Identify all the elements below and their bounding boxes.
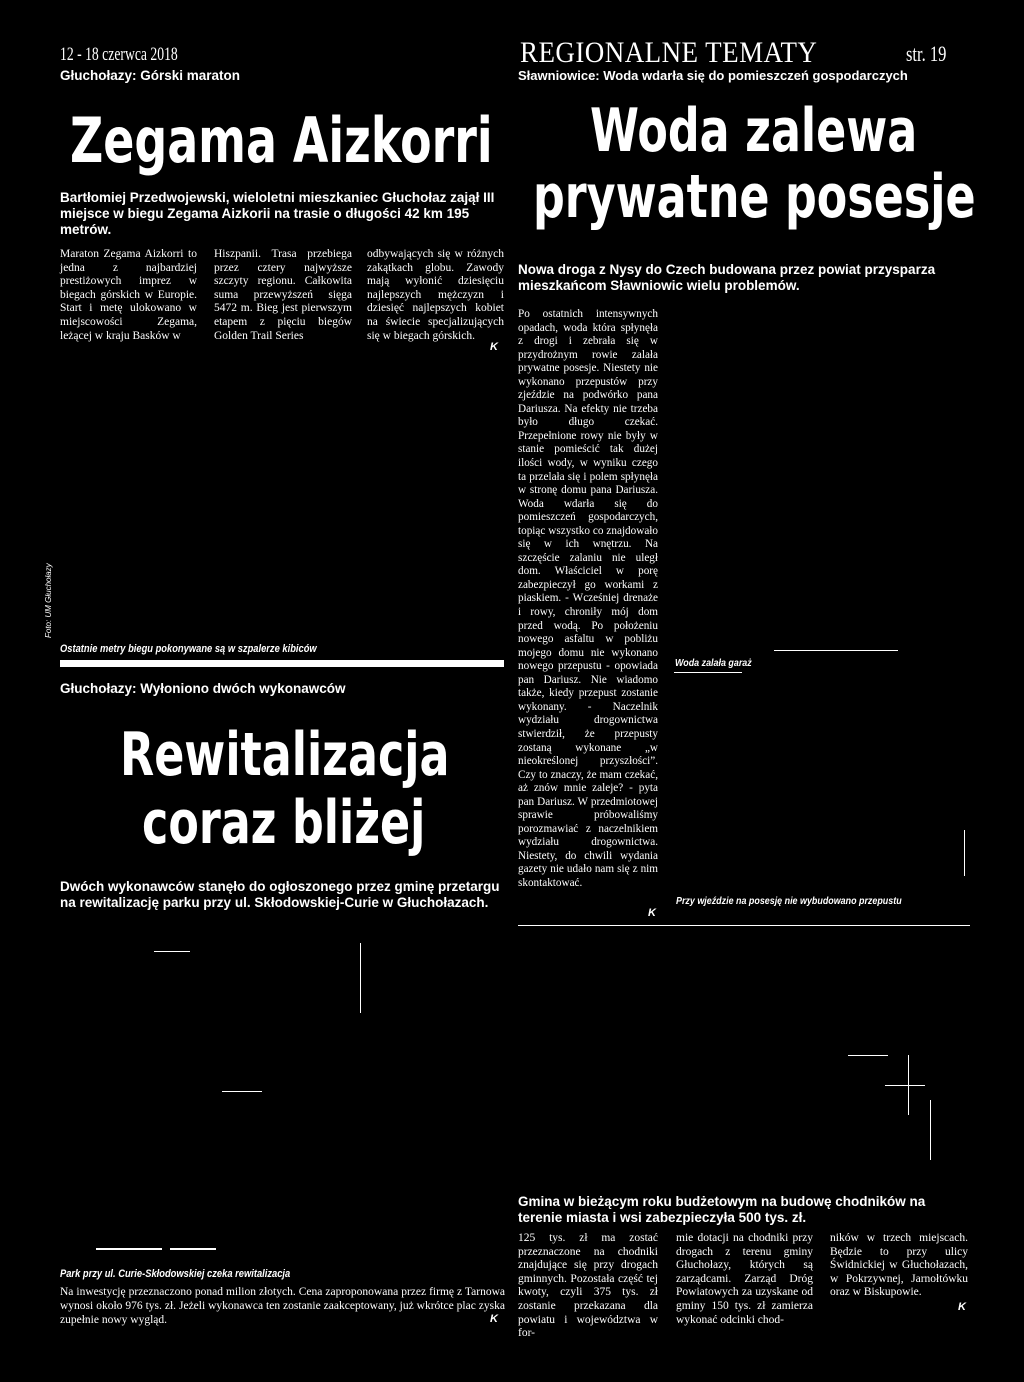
photo-mark	[848, 1055, 888, 1056]
rewitalizacja-kicker: Głuchołazy: Wyłoniono dwóch wykonawców	[60, 681, 346, 696]
maraton-photo	[58, 380, 504, 636]
issue-date: 12 - 18 czerwca 2018	[60, 44, 178, 65]
maraton-kicker: Głuchołazy: Górski maraton	[60, 68, 241, 83]
woda-headline-line1: Woda zalewa	[590, 96, 918, 166]
rewitalizacja-body: Na inwestycję przeznaczono ponad milion złotych. Cena zaproponowana przez firmę z Tarnowa wynosi około 976 tys. zł. Jeżeli wykonawca ten zostanie zaakceptowany, już wkrótce plac zyska zupełnie nowy wygląd.	[60, 1286, 505, 1327]
park-photo	[60, 935, 505, 1260]
photo-credit: Foto: UM Głuchołazy	[44, 563, 53, 638]
garage-caption: Woda zalała garaż	[675, 657, 752, 669]
maraton-headline: Zegama Aizkorri	[70, 104, 493, 177]
woda-headline-line2: prywatne posesje	[533, 162, 976, 232]
page-number: str. 19	[906, 41, 947, 66]
photo-mark	[885, 1085, 925, 1086]
woda-lede: Nowa droga z Nysy do Czech budowana przez powiat przysparza mieszkańcom Sławniowic wielu problemów.	[518, 262, 936, 293]
park-caption: Park przy ul. Curie-Skłodowskiej czeka rewitalizacja	[60, 1268, 291, 1280]
maraton-col-3: odbywających się w różnych zakątkach globu. Zawody mają wyłonić dziesięciu najlepszych mężczyzn i dziesięć najlepszych kobiet na świecie specjalizujących się w biegach górskich.	[367, 248, 504, 342]
rewitalizacja-headline-line2: coraz bliżej	[142, 788, 426, 858]
photo-mark	[930, 1100, 931, 1160]
woda-body: Po ostatnich intensywnych opadach, woda która spłynęła z drogi i zebrała się w przydrożnym rowie zalała prywatne posesje. Niestety nie wykonano przepustów przy zjeździe na podwórko pana Dariusza. Na efekty nie trzeba było długo czekać. Przepełnione rowy nie były w stanie pomieścić tak dużej ilości wody, w wyniku czego ta przelała się i polem spłynęła w stronę domu pana Dariusza. Woda wdarła się do pomieszczeń gospodarczych, topiąc wszystko co znajdowało się w ich wnętrzu. Na szczęście zalaniu nie uległ dom. Właściciel w porę zabezpieczył go workami z piaskiem. - Wcześniej drenaże i rowy, chroniły mój dom przed wodą. Po położeniu nowego asfaltu w pobliżu mojego domu nie wykonano nowego przepustu - opowiada pan Dariusz. Nie wiadomo także, kiedy przepust zostanie wykonany. - Naczelnik wydziału drogownictwa stwierdził, że przepusty zostaną wykonane „w nieokreślonej przyszłości”. Czy to znaczy, że mam czekać, aż znów mnie zaleje? - pyta pan Dariusz. W przedmiotowej sprawie próbowaliśmy porozmawiać z naczelnikiem wydziału drogownictwa. Niestety, do chwili wydania gazety nie udało nam się z nim skontaktować.	[518, 308, 658, 889]
chodniki-sign: K	[958, 1301, 966, 1313]
maraton-lede: Bartłomiej Przedwojewski, wieloletni mieszkaniec Głuchołaz zajął III miejsce w biegu Zegama Aizkorii na trasie o długości 42 km 195 metrów.	[60, 190, 495, 237]
chodniki-col-1: 125 tys. zł ma zostać przeznaczone na chodniki znajdujące się przy drogach gminnych. Pozostała część tej kwoty, czyli 375 tys. zł zostanie przekazana dla powiatu i województwa w for-	[518, 1232, 658, 1340]
driveway-caption: Przy wjeździe na posesję nie wybudowano przepustu	[676, 895, 902, 907]
maraton-sign: K	[490, 341, 498, 353]
rewitalizacja-sign: K	[490, 1313, 498, 1325]
section-title: REGIONALNE TEMATY	[520, 36, 818, 69]
garage-photo	[674, 650, 964, 885]
chodniki-lede: Gmina w bieżącym roku budżetowym na budowę chodników na terenie miasta i wsi zabezpieczyła 500 tys. zł.	[518, 1194, 926, 1225]
maraton-col-2: Hiszpanii. Trasa przebiega przez cztery najwyższe szczyty regionu. Całkowita suma przewyższeń sięga 5472 m. Bieg jest pierwszym etapem z pięciu biegów Golden Trail Series	[214, 248, 352, 342]
rewitalizacja-lede: Dwóch wykonawców stanęło do ogłoszonego przez gminę przetargu na rewitalizację parku przy ul. Skłodowskiej-Curie w Głuchołazach.	[60, 879, 500, 910]
chodniki-col-2: mie dotacji na chodniki przy drogach z terenu gminy Głuchołazy, których są zarządcami. Zarząd Dróg Powiatowych za uzyskane od gminy 150 tys. zł zamierza wykonać odcinki chod-	[676, 1232, 813, 1326]
maraton-caption: Ostatnie metry biegu pokonywane są w szpalerze kibiców	[60, 643, 317, 655]
rewitalizacja-headline-line1: Rewitalizacja	[120, 720, 450, 790]
woda-kicker: Sławniowice: Woda wdarła się do pomieszczeń gospodarczych	[518, 68, 908, 83]
woda-sign: K	[648, 907, 656, 919]
maraton-col-1: Maraton Zegama Aizkorri to jedna z najbardziej prestiżowych imprez w biegach górskich w Europie. Start i metę ulokowano w miejscowości Zegama, leżącej w kraju Basków w	[60, 248, 197, 342]
chodniki-col-3: ników w trzech miejscach. Będzie to przy ulicy Świdnickiej w Głuchołazach, w Pokrzywnej, Jarnołtówku oraz w Biskupowie.	[830, 1232, 968, 1299]
section-divider	[60, 660, 504, 667]
woda-divider	[518, 925, 970, 926]
